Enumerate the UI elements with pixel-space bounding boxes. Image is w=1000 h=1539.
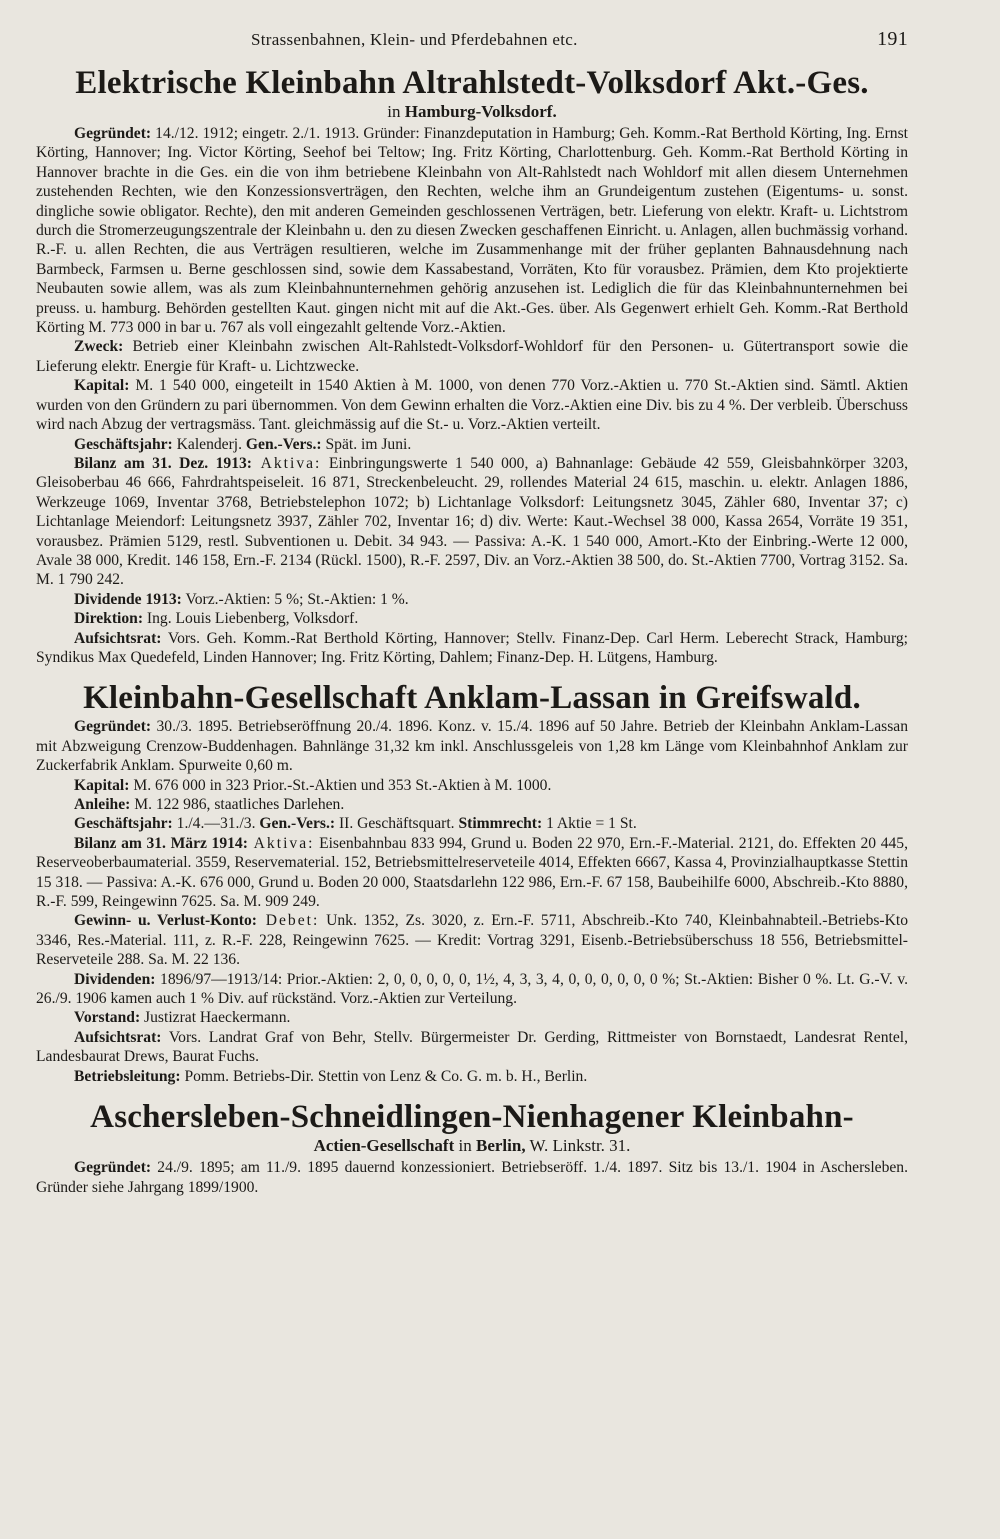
para-gewinn-verlust	[36, 911, 908, 969]
para-bilanz	[36, 454, 908, 590]
company-entry-aschersleben	[36, 1098, 908, 1197]
para-spaced: Aktiva:	[251, 454, 322, 472]
para-label: Kapital:	[74, 776, 130, 794]
para-label: Gewinn- u. Verlust-Konto:	[74, 912, 257, 930]
running-header	[36, 26, 908, 56]
para-gegruendet	[36, 124, 908, 337]
para-text: Einbringungswerte 1 540 000, a) Bahnanlage: Gebäude 42 559, Gleisbahnkörper 3203, Gleisoberbau 46 666, Fahrdrahtspeiseleit. 16 871, Streckenbeleucht. 29, rollendes Material 24 615, maschin. u. elektr. Anlagen 1886, Werkzeuge 1069, Inventar 3768, Betriebstelephon 1072; b) Lichtanlage Volksdorf: Leitungsnetz 3045, Zähler 680, Inventar 37; c) Lichtanlage Meiendorf: Leitungsnetz 3937, Zähler 702, Inventar 16; d) div. Werte: Kaut.-Wechsel 38 000, Kassa 2654, Vorräte 19 351, vorausbez. Prämien 5129, restl. Subventionen u. Debit. 34 943. — Passiva: A.-K. 1 540 000, Amort.-Kto der Einbring.-Werte 12 000, Avale 38 000, Kredit. 146 158, Ern.-F. 2134 (Rückl. 1500), R.-F. 2597, Div. an Vorz.-Aktien 38 500, do. St.-Aktien 7700, Vortrag 3152. Sa. M. 1 790 242.	[36, 454, 908, 589]
para-text-2: II. Geschäftsquart.	[335, 815, 459, 833]
para-kapital	[36, 376, 908, 434]
para-text: Betrieb einer Kleinbahn zwischen Alt-Rahlstedt-Volksdorf-Wohldorf für den Personen- u. Gütertransport sowie die Lieferung elektr. Energie für Kraft- u. Lichtzwecke.	[36, 338, 908, 375]
para-text: 1./4.—31./3.	[172, 815, 260, 833]
subtitle-mid: in	[454, 1136, 476, 1156]
para-text: Ing. Louis Liebenberg, Volksdorf.	[143, 610, 359, 628]
para-vorstand	[36, 1008, 908, 1027]
para-label-2: Gen.-Vers.:	[245, 435, 322, 453]
para-text: 24./9. 1895; am 11./9. 1895 dauernd konzessioniert. Betriebseröff. 1./4. 1897. Sitz bis 13./1. 1904 in Aschersleben. Gründer siehe Jahrgang 1899/1900.	[36, 1159, 908, 1196]
para-label-3: Stimmrecht:	[458, 815, 543, 833]
company-title: Elektrische Kleinbahn Altrahlstedt-Volksdorf Akt.-Ges.	[75, 65, 869, 101]
para-text: 1896/97—1913/14: Prior.-Aktien: 2, 0, 0, 0, 0, 0, 1½, 4, 3, 3, 4, 0, 0, 0, 0, 0, 0 %; St.-Aktien: Bisher 0 %. Lt. G.-V. v. 26./9. 1906 kamen auch 1 % Div. auf rückständ. Vorz.-Aktien zur Verteilung.	[36, 970, 908, 1008]
para-spaced: Debet:	[256, 912, 320, 930]
para-text: Vorz.-Aktien: 5 %; St.-Aktien: 1 %.	[181, 590, 409, 608]
para-dividenden	[36, 970, 908, 1009]
para-bilanz	[36, 834, 908, 912]
subtitle-place: Berlin,	[475, 1136, 526, 1156]
company-subtitle	[36, 1136, 908, 1156]
para-anleihe	[36, 795, 908, 814]
para-label: Bilanz am 31. März 1914:	[74, 834, 248, 852]
subtitle-rest: W. Linkstr. 31.	[525, 1136, 631, 1156]
para-text: Eisenbahnbau 833 994, Grund u. Boden 22 970, Ern.-F.-Material. 2121, do. Effekten 20 445, Reserveoberbaumaterial. 3559, Reservematerial. 152, Betriebsmittelreserveteile 4014, Effekten 6667, Kassa 4, Provinzialhauptkasse Stettin 15 318. — Passiva: A.-K. 676 000, Grund u. Boden 20 000, Staatsdarlehn 122 986, Ern.-F. 67 158, Baubeihilfe 6000, Abschreib.-Kto 8880, R.-F. 599, Reingewinn 7625. Sa. M. 909 249.	[36, 834, 908, 911]
para-text-3: 1 Aktie = 1 St.	[542, 815, 637, 833]
running-title: Strassenbahnen, Klein- und Pferdebahnen etc.	[251, 30, 578, 49]
subtitle-prefix: in	[387, 102, 401, 121]
para-aufsichtsrat	[36, 629, 908, 668]
para-spaced: Aktiva:	[247, 834, 315, 852]
para-direktion	[36, 609, 908, 628]
para-label: Betriebsleitung:	[74, 1067, 181, 1085]
para-text: M. 676 000 in 323 Prior.-St.-Aktien und 353 St.-Aktien à M. 1000.	[129, 776, 552, 794]
para-label: Geschäftsjahr:	[74, 435, 173, 453]
para-label: Direktion:	[74, 610, 144, 628]
para-geschaeftsjahr	[36, 435, 908, 454]
para-gegruendet	[36, 717, 908, 775]
para-label: Bilanz am 31. Dez. 1913:	[74, 454, 252, 472]
para-label: Gegründet:	[74, 125, 152, 142]
para-aufsichtsrat	[36, 1028, 908, 1067]
para-text-2: Spät. im Juni.	[321, 435, 412, 453]
page-number: 191	[877, 28, 908, 50]
para-label: Kapital:	[74, 377, 130, 395]
para-label-2: Gen.-Vers.:	[259, 815, 336, 833]
subtitle-bold: Actien-Gesellschaft	[313, 1136, 455, 1156]
para-text: Vors. Landrat Graf von Behr, Stellv. Bürgermeister Dr. Gerding, Rittmeister von Bornstaedt, Landesrat Rentel, Landesbaurat Drews, Baurat Fuchs.	[36, 1028, 908, 1066]
para-text: Pomm. Betriebs-Dir. Stettin von Lenz & Co. G. m. b. H., Berlin.	[180, 1067, 588, 1085]
company-title: Aschersleben-Schneidlingen-Nienhagener Kleinbahn-	[90, 1099, 854, 1136]
para-label: Gegründet:	[74, 1159, 152, 1177]
para-gegruendet	[36, 1158, 908, 1197]
para-label: Gegründet:	[74, 718, 152, 736]
para-text: 30./3. 1895. Betriebseröffnung 20./4. 1896. Konz. v. 15./4. 1896 auf 50 Jahre. Betrieb der Kleinbahn Anklam-Lassan mit Abzweigung Crenzow-Buddenhagen. Bahnlänge 31,32 km inkl. Anschlussgeleis von 1,28 km Länge vom Kleinbahnhof Anklam zur Zuckerfabrik Anklam. Spurweite 0,60 m.	[36, 718, 908, 775]
company-entry-anklam-lassan	[36, 679, 908, 1086]
para-text: Justizrat Haeckermann.	[140, 1009, 291, 1027]
para-dividende	[36, 590, 908, 609]
subtitle-place: Hamburg-Volksdorf.	[404, 102, 557, 121]
para-label: Geschäftsjahr:	[74, 815, 173, 833]
para-text: Kalenderj.	[172, 435, 246, 453]
para-label: Aufsichtsrat:	[74, 1028, 162, 1046]
para-label: Aufsichtsrat:	[74, 629, 162, 647]
para-label: Anleihe:	[74, 796, 131, 813]
para-text: M. 122 986, staatliches Darlehen.	[130, 796, 345, 813]
para-label: Zweck:	[74, 338, 124, 356]
para-kapital	[36, 776, 908, 795]
para-label: Vorstand:	[74, 1009, 141, 1027]
para-label: Dividende 1913:	[74, 590, 182, 608]
company-entry-altrahlstedt	[36, 64, 908, 667]
para-zweck	[36, 337, 908, 376]
para-text: 14./12. 1912; eingetr. 2./1. 1913. Gründer: Finanzdeputation in Hamburg; Geh. Komm.-Rat Berthold Körting, Ing. Ernst Körting, Hannover; Ing. Victor Körting, Seehof bei Teltow; Ing. Fritz Körting, Charlottenburg. Geh. Komm.-Rat Berthold Körting in Hannover brachte in die Ges. ein die von ihm betriebene Kleinbahn von Alt-Rahlstedt nach Wohldorf mit allen diesem Unternehmen zustehenden Rechten, wie den Konzessionsverträgen, den Rechten, welche ihm an Grundeigentum zustehen (Eigentums- u. sonst. dingliche sowie obligator. Rechte), den mit anderen Gemeinden geschlossenen Verträgen, betr. Lieferung von elektr. Kraft- u. Lichtstrom durch die Stromerzeugungszentrale der Kleinbahn u. den zu diesen Zwecken geschaffenen Einricht. u. Anlagen, allen buchmässig vorhand. R.-F. u. allen Rechten, die aus Verträgen resultieren, welche im Zusammenhange mit der früher geplanten Bahnausdehnung nach Barmbeck, Farmsen u. Berne geschlossen sind, sowie dem Kassabestand, Vorräten, Kto für vorausbez. Prämien, dem Kto projektierte Neubauten sowie allem, was als zum Kleinbahnunternehmen gehörig anzusehen ist. Lediglich die für das Kleinbahnunternehmen bei preuss. u. hamburg. Behörden gestellten Kaut. gingen nicht mit auf die Akt.-Ges. über. Als Gegenwert erhielt Geh. Komm.-Rat Berthold Körting M. 773 000 in bar u. 767 als voll eingezahlt geltende Vorz.-Aktien.	[36, 125, 908, 337]
para-text: Vors. Geh. Komm.-Rat Berthold Körting, Hannover; Stellv. Finanz-Dep. Carl Herm. Leberecht Strack, Hamburg; Syndikus Max Quedefeld, Linden Hannover; Ing. Fritz Körting, Dahlem; Finanz-Dep. H. Lütgens, Hamburg.	[36, 629, 908, 666]
company-title: Kleinbahn-Gesellschaft Anklam-Lassan in Greifswald.	[83, 680, 861, 717]
para-text: Unk. 1352, Zs. 3020, z. Ern.-F. 5711, Abschreib.-Kto 740, Kleinbahnabteil.-Betriebs-Kto 3346, Res.-Material. 111, z. R.-F. 228, Reingewinn 7625. — Kredit: Vortrag 3291, Eisenb.-Betriebsüberschuss 18 556, Betriebsmittel-Reserveteile 288. Sa. M. 22 136.	[36, 912, 909, 969]
para-text: M. 1 540 000, eingeteilt in 1540 Aktien à M. 1000, von denen 770 Vorz.-Aktien u. 770 St.-Aktien sind. Sämtl. Aktien wurden von den Gründern zu pari übernommen. Von dem Gewinn erhalten die Vorz.-Aktien eine Div. bis zu 4 %. Der verbleib. Überschuss wird nach Abzug der vertragsmäss. Tant. gleichmässig auf die St.- u. Vorz.-Aktien verteilt.	[36, 377, 908, 434]
company-subtitle	[36, 102, 908, 122]
para-geschaeftsjahr	[36, 814, 908, 833]
para-label: Dividenden:	[74, 970, 156, 988]
para-betriebsleitung	[36, 1067, 908, 1086]
